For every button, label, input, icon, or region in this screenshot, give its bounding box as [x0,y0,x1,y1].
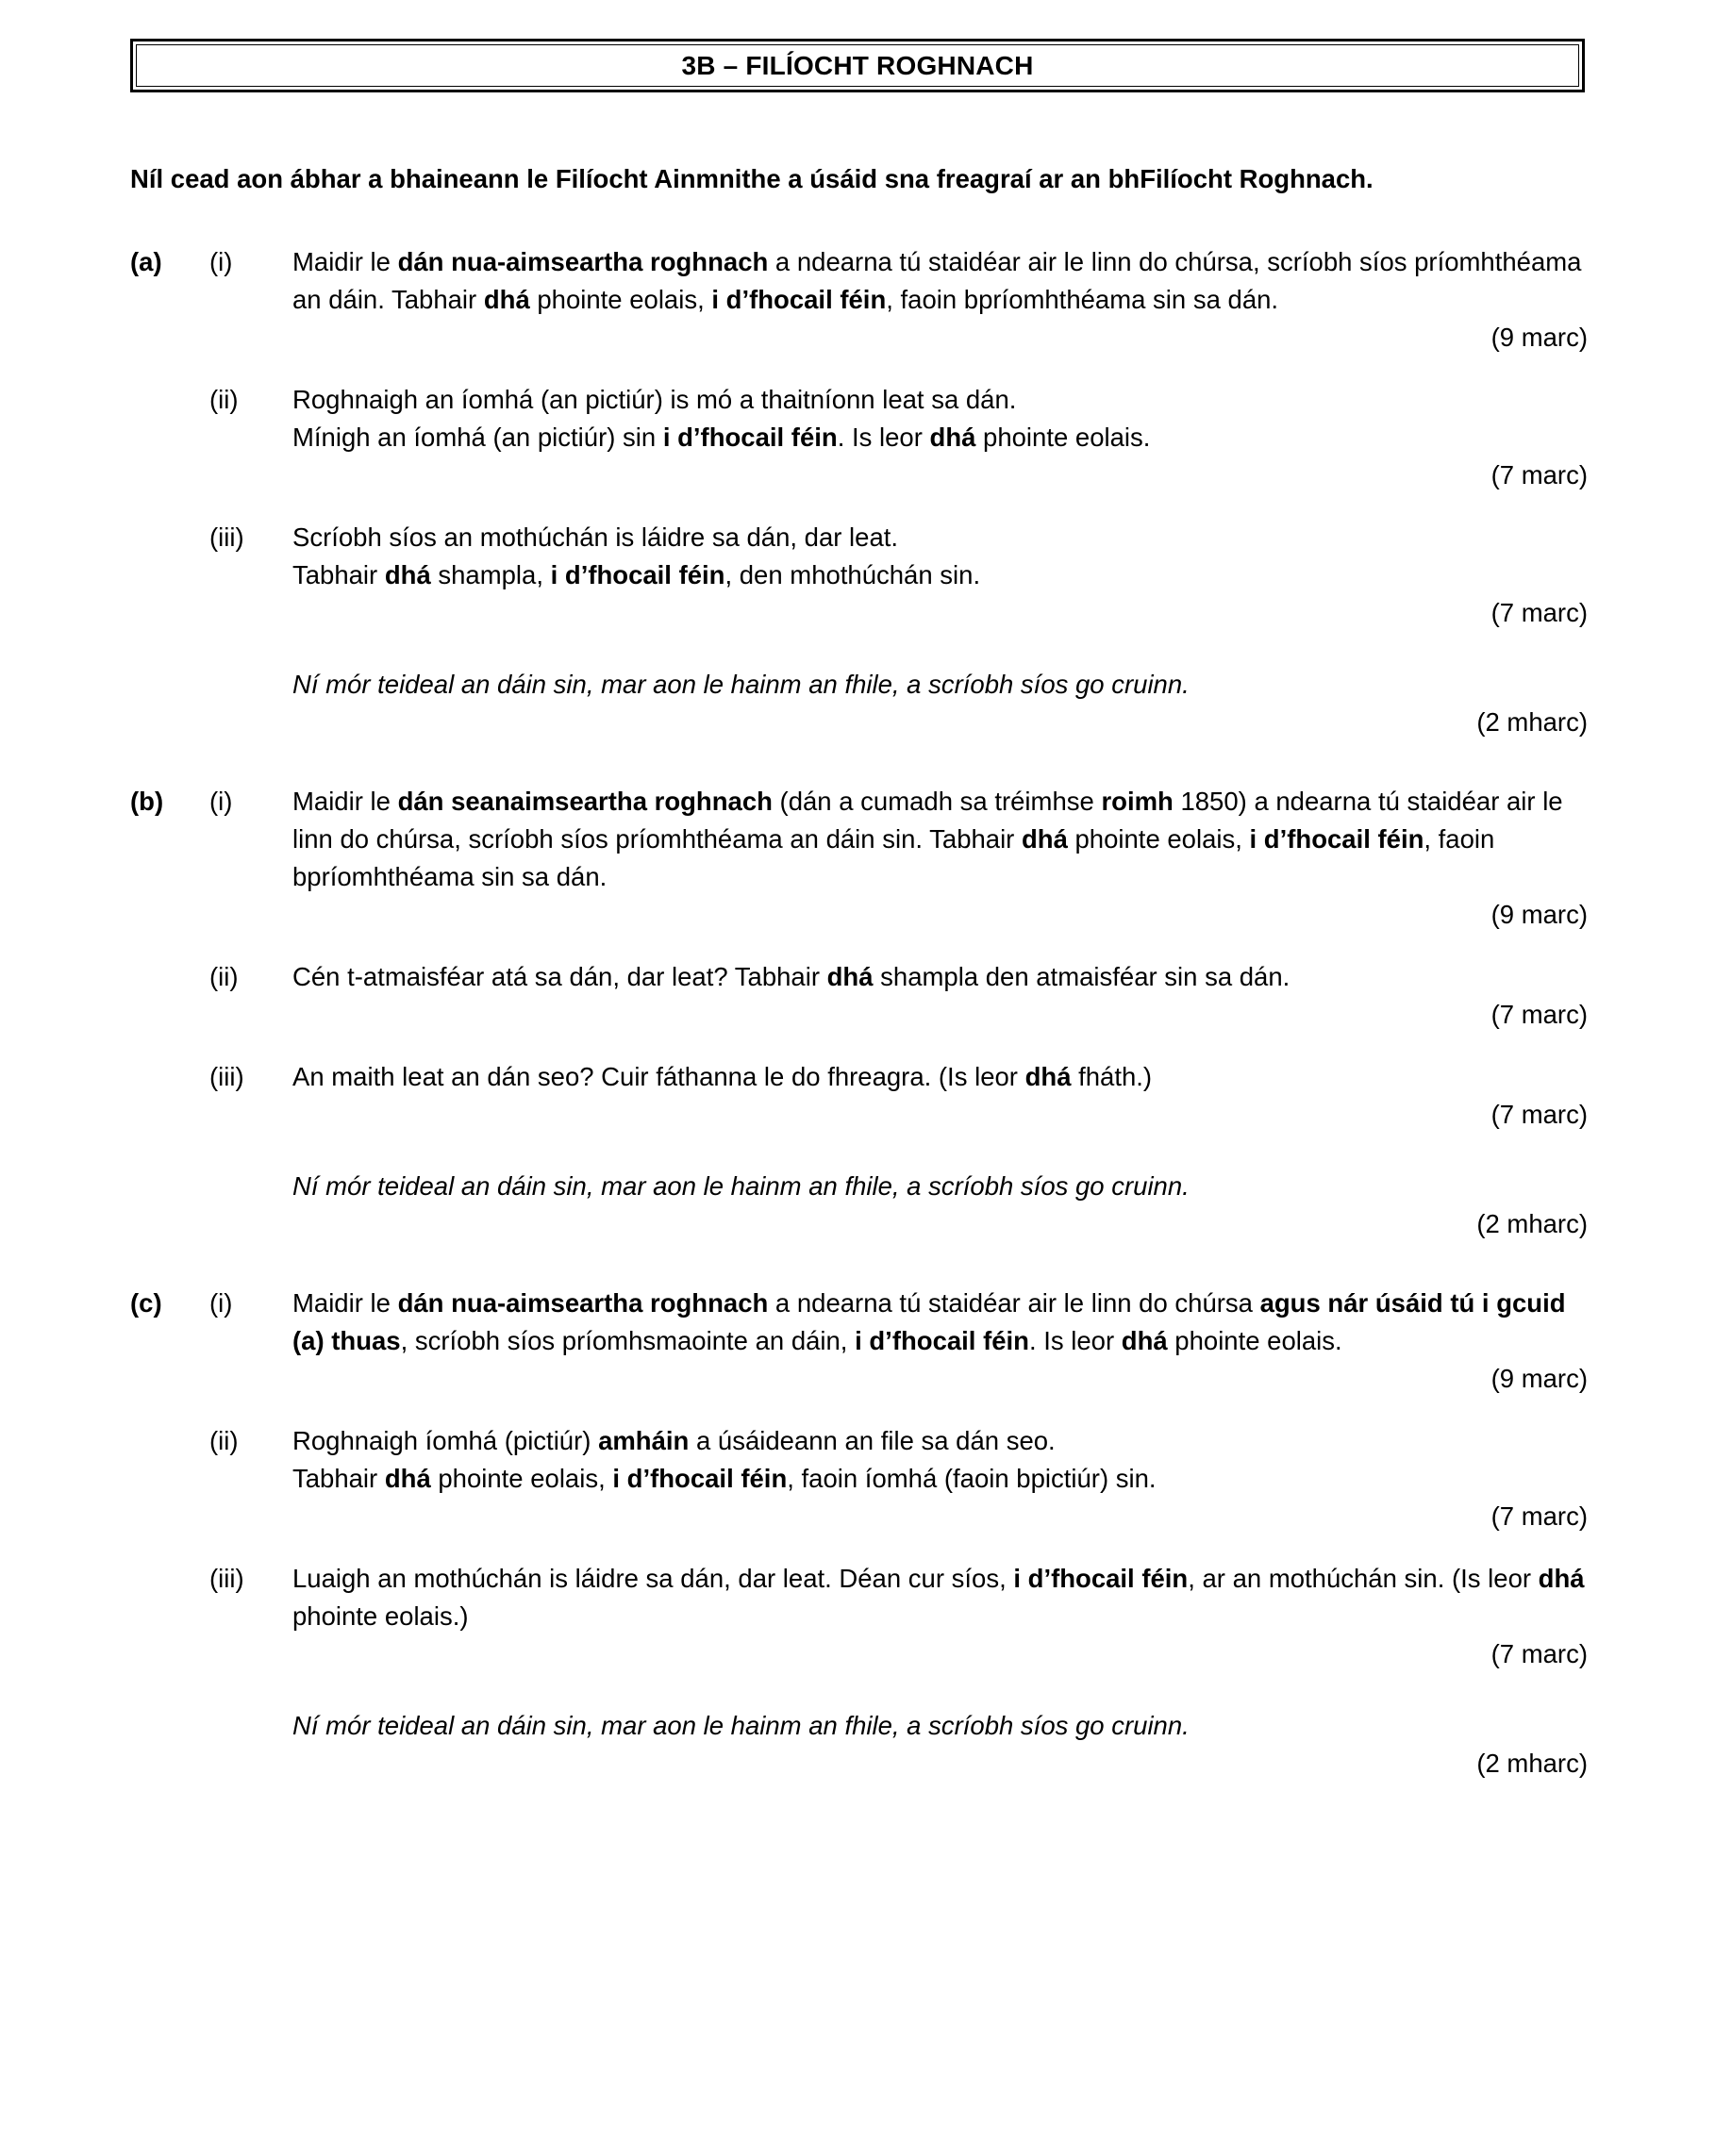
question-item [0,1285,1715,1398]
title-reminder-note [0,1168,1715,1243]
marks-label: (9 marc) [1490,900,1588,929]
note-text: Ní mór teideal an dáin sin, mar aon le hainm an fhile, a scríobh síos go cruinn. [292,670,1190,699]
question-text: Maidir le dán nua-aimseartha roghnach a ndearna tú staidéar air le linn do chúrsa, scríobh síos príomhthéama an dáin. Tabhair dhá phointe eolais, i d’fhocail féin, faoin bpríomhthéama sin sa dán. [292,247,1582,314]
page-title: 3B – FILÍOCHT ROGHNACH [681,50,1034,80]
marks-label: (7 marc) [1490,1100,1588,1129]
exam-section-title-inner-border [136,44,1579,87]
question-text: An maith leat an dán seo? Cuir fáthanna le do fhreagra. (Is leor dhá fháth.) [292,1062,1153,1091]
question-text: Maidir le dán nua-aimseartha roghnach a ndearna tú staidéar air le linn do chúrsa agus nár úsáid tú i gcuid (a) thuas, scríobh síos príomhsmaointe an dáin, i d’fhocail féin. Is leor dhá phointe eolais. [292,1288,1566,1355]
section-label: (b) [130,787,164,816]
spacer [0,934,1715,958]
question-number: (iii) [209,1062,244,1091]
question-item [0,1422,1715,1535]
spacer [0,1034,1715,1058]
question-item [0,381,1715,494]
question-item [0,1560,1715,1673]
spacer [0,632,1715,666]
question-item [0,519,1715,632]
section-label: (c) [130,1288,162,1318]
marks-label: (7 marc) [1490,1501,1588,1531]
question-item [0,1058,1715,1134]
question-item [0,958,1715,1034]
title-reminder-note [0,666,1715,741]
instruction-note: Níl cead aon ábhar a bhaineann le Filíocht Ainmnithe a úsáid sna freagraí ar an bhFilíocht Roghnach. [130,164,1374,193]
note-text: Ní mór teideal an dáin sin, mar aon le hainm an fhile, a scríobh síos go cruinn. [292,1171,1190,1201]
spacer [0,1398,1715,1422]
question-text: Maidir le dán seanaimseartha roghnach (dán a cumadh sa tréimhse roimh 1850) a ndearna tú staidéar air le linn do chúrsa, scríobh síos príomhthéama an dáin sin. Tabhair dhá phointe eolais, i d’fhocail féin, faoin bpríomhthéama sin sa dán. [292,787,1563,891]
question-item [0,783,1715,934]
question-number: (i) [209,1288,233,1318]
marks-label: (7 marc) [1490,1639,1588,1668]
spacer [0,494,1715,519]
question-text: Roghnaigh an íomhá (an pictiúr) is mó a thaitníonn leat sa dán. Mínigh an íomhá (an pictiúr) sin i d’fhocail féin. Is leor dhá phointe eolais. [292,385,1151,452]
section-label: (a) [130,247,162,276]
question-item [0,243,1715,357]
question-text: Cén t-atmaisféar atá sa dán, dar leat? Tabhair dhá shampla den atmaisféar sin sa dán. [292,962,1290,991]
question-text: Scríobh síos an mothúchán is láidre sa dán, dar leat. Tabhair dhá shampla, i d’fhocail féin, den mhothúchán sin. [292,522,981,589]
marks-label: (7 marc) [1490,1000,1588,1029]
note-marks-label: (2 mharc) [1476,707,1588,737]
note-marks-label: (2 mharc) [1476,1209,1588,1238]
question-number: (ii) [209,1426,239,1455]
question-number: (i) [209,787,233,816]
spacer [0,357,1715,381]
spacer [0,1134,1715,1168]
questions-container [0,243,1715,1783]
question-number: (i) [209,247,233,276]
exam-section-title-box [130,39,1585,92]
marks-label: (9 marc) [1490,1364,1588,1393]
marks-label: (7 marc) [1490,460,1588,489]
marks-label: (9 marc) [1490,323,1588,352]
note-text: Ní mór teideal an dáin sin, mar aon le hainm an fhile, a scríobh síos go cruinn. [292,1711,1190,1740]
question-text: Roghnaigh íomhá (pictiúr) amháin a úsáideann an file sa dán seo. Tabhair dhá phointe eolais, i d’fhocail féin, faoin íomhá (faoin bpictiúr) sin. [292,1426,1157,1493]
spacer [0,1673,1715,1707]
spacer [0,741,1715,783]
question-number: (iii) [209,1564,244,1593]
spacer [0,1535,1715,1560]
question-number: (ii) [209,962,239,991]
question-number: (iii) [209,522,244,552]
title-reminder-note [0,1707,1715,1783]
marks-label: (7 marc) [1490,598,1588,627]
question-number: (ii) [209,385,239,414]
question-text: Luaigh an mothúchán is láidre sa dán, dar leat. Déan cur síos, i d’fhocail féin, ar an mothúchán sin. (Is leor dhá phointe eolais.) [292,1564,1585,1631]
spacer [0,1243,1715,1285]
note-marks-label: (2 mharc) [1476,1749,1588,1778]
